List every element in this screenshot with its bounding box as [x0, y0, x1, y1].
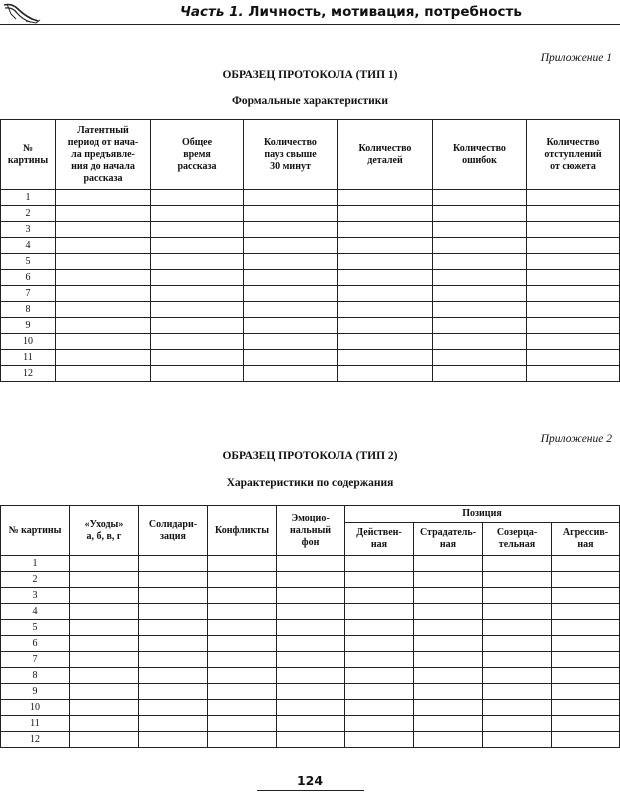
table-row	[1, 604, 620, 620]
empty-cell	[277, 732, 345, 748]
empty-cell	[244, 254, 338, 270]
col-passive: Страдатель- ная	[414, 523, 483, 556]
empty-cell	[433, 318, 527, 334]
table-row	[1, 318, 620, 334]
empty-cell	[151, 254, 244, 270]
empty-cell	[208, 556, 277, 572]
col-errors: Количество ошибок	[433, 120, 527, 190]
empty-cell	[338, 238, 433, 254]
empty-cell	[139, 556, 208, 572]
col-solidarization: Солидари- зация	[139, 506, 208, 556]
empty-cell	[338, 302, 433, 318]
empty-cell	[345, 700, 414, 716]
table-row	[1, 732, 620, 748]
appendix-2-label: Приложение 2	[540, 433, 612, 445]
row-number: 12	[1, 366, 56, 382]
protocol-1-subtitle: Формальные характеристики	[231, 95, 389, 107]
empty-cell	[70, 668, 139, 684]
table-row	[1, 572, 620, 588]
empty-cell	[277, 668, 345, 684]
empty-cell	[345, 668, 414, 684]
col-picture-number: № картины	[1, 120, 56, 190]
empty-cell	[345, 652, 414, 668]
empty-cell	[414, 604, 483, 620]
empty-cell	[483, 668, 552, 684]
table-row	[1, 366, 620, 382]
table-row	[1, 334, 620, 350]
row-number: 1	[1, 190, 56, 206]
empty-cell	[151, 350, 244, 366]
empty-cell	[483, 652, 552, 668]
table-row	[1, 238, 620, 254]
empty-cell	[338, 334, 433, 350]
table-row	[1, 652, 620, 668]
empty-cell	[414, 588, 483, 604]
empty-cell	[244, 318, 338, 334]
empty-cell	[277, 620, 345, 636]
empty-cell	[139, 588, 208, 604]
empty-cell	[433, 238, 527, 254]
empty-cell	[345, 556, 414, 572]
col-details: Количество деталей	[338, 120, 433, 190]
table-row	[1, 588, 620, 604]
row-number: 5	[1, 620, 70, 636]
empty-cell	[414, 636, 483, 652]
row-number: 11	[1, 716, 70, 732]
protocol-2-title: ОБРАЗЕЦ ПРОТОКОЛА (ТИП 2)	[222, 450, 398, 462]
chapter-title	[180, 4, 600, 20]
row-number: 10	[1, 700, 70, 716]
empty-cell	[527, 334, 620, 350]
empty-cell	[139, 716, 208, 732]
empty-cell	[433, 270, 527, 286]
empty-cell	[277, 556, 345, 572]
empty-cell	[552, 668, 620, 684]
empty-cell	[483, 684, 552, 700]
row-number: 3	[1, 222, 56, 238]
empty-cell	[414, 732, 483, 748]
table-row	[1, 700, 620, 716]
empty-cell	[552, 652, 620, 668]
empty-cell	[56, 222, 151, 238]
empty-cell	[277, 636, 345, 652]
empty-cell	[244, 238, 338, 254]
empty-cell	[483, 636, 552, 652]
empty-cell	[139, 572, 208, 588]
table-row	[1, 556, 620, 572]
empty-cell	[277, 652, 345, 668]
empty-cell	[414, 716, 483, 732]
empty-cell	[208, 620, 277, 636]
empty-cell	[244, 366, 338, 382]
table-row	[1, 206, 620, 222]
col-pauses: Количество пауз свыше 30 минут	[244, 120, 338, 190]
empty-cell	[414, 700, 483, 716]
table-row	[1, 190, 620, 206]
empty-cell	[139, 684, 208, 700]
empty-cell	[414, 652, 483, 668]
empty-cell	[244, 302, 338, 318]
table-row	[1, 636, 620, 652]
col-contemplative: Созерца- тельная	[483, 523, 552, 556]
empty-cell	[433, 302, 527, 318]
empty-cell	[56, 334, 151, 350]
chapter-name: Личность, мотивация, потребность	[243, 4, 522, 20]
appendix-1-label: Приложение 1	[540, 52, 612, 64]
col-latent-period: Латентный период от нача- ла предъявле- ния до начала рассказа	[56, 120, 151, 190]
empty-cell	[151, 366, 244, 382]
col-group-position: Позиция	[345, 506, 620, 523]
empty-cell	[56, 254, 151, 270]
empty-cell	[139, 604, 208, 620]
table-row	[1, 620, 620, 636]
row-number: 2	[1, 572, 70, 588]
empty-cell	[70, 684, 139, 700]
table-row	[1, 302, 620, 318]
empty-cell	[338, 270, 433, 286]
empty-cell	[433, 286, 527, 302]
empty-cell	[244, 222, 338, 238]
empty-cell	[552, 588, 620, 604]
empty-cell	[139, 700, 208, 716]
empty-cell	[338, 366, 433, 382]
empty-cell	[277, 572, 345, 588]
empty-cell	[244, 270, 338, 286]
empty-cell	[527, 190, 620, 206]
empty-cell	[151, 302, 244, 318]
empty-cell	[345, 684, 414, 700]
empty-cell	[527, 286, 620, 302]
empty-cell	[552, 716, 620, 732]
table-row	[1, 716, 620, 732]
empty-cell	[414, 620, 483, 636]
col-conflicts: Конфликты	[208, 506, 277, 556]
row-number: 1	[1, 556, 70, 572]
empty-cell	[338, 254, 433, 270]
empty-cell	[414, 572, 483, 588]
empty-cell	[70, 652, 139, 668]
table-row	[1, 286, 620, 302]
table-row	[1, 668, 620, 684]
empty-cell	[433, 190, 527, 206]
empty-cell	[70, 604, 139, 620]
empty-cell	[151, 334, 244, 350]
empty-cell	[527, 302, 620, 318]
empty-cell	[414, 668, 483, 684]
empty-cell	[527, 222, 620, 238]
header-divider	[0, 24, 620, 25]
empty-cell	[151, 238, 244, 254]
row-number: 4	[1, 604, 70, 620]
table-row	[1, 350, 620, 366]
empty-cell	[139, 620, 208, 636]
row-number: 6	[1, 636, 70, 652]
empty-cell	[208, 684, 277, 700]
empty-cell	[345, 588, 414, 604]
empty-cell	[527, 270, 620, 286]
empty-cell	[244, 206, 338, 222]
empty-cell	[70, 636, 139, 652]
empty-cell	[338, 206, 433, 222]
empty-cell	[208, 716, 277, 732]
col-emotional-background: Эмоцио- нальный фон	[277, 506, 345, 556]
empty-cell	[483, 588, 552, 604]
empty-cell	[70, 572, 139, 588]
row-number: 9	[1, 684, 70, 700]
empty-cell	[151, 318, 244, 334]
empty-cell	[70, 620, 139, 636]
table-row	[1, 684, 620, 700]
empty-cell	[527, 254, 620, 270]
empty-cell	[527, 318, 620, 334]
empty-cell	[70, 732, 139, 748]
row-number: 8	[1, 668, 70, 684]
empty-cell	[244, 350, 338, 366]
empty-cell	[483, 716, 552, 732]
col-picture-number: № картины	[1, 506, 70, 556]
empty-cell	[345, 636, 414, 652]
empty-cell	[151, 206, 244, 222]
row-number: 11	[1, 350, 56, 366]
empty-cell	[552, 604, 620, 620]
empty-cell	[338, 222, 433, 238]
empty-cell	[414, 556, 483, 572]
empty-cell	[483, 604, 552, 620]
row-number: 8	[1, 302, 56, 318]
empty-cell	[552, 556, 620, 572]
empty-cell	[208, 636, 277, 652]
row-number: 6	[1, 270, 56, 286]
empty-cell	[70, 588, 139, 604]
empty-cell	[277, 716, 345, 732]
empty-cell	[345, 732, 414, 748]
row-number: 9	[1, 318, 56, 334]
empty-cell	[433, 350, 527, 366]
empty-cell	[345, 716, 414, 732]
empty-cell	[338, 190, 433, 206]
row-number: 3	[1, 588, 70, 604]
empty-cell	[151, 286, 244, 302]
protocol-2-table	[0, 505, 620, 748]
row-number: 7	[1, 652, 70, 668]
empty-cell	[139, 636, 208, 652]
empty-cell	[208, 700, 277, 716]
empty-cell	[56, 350, 151, 366]
empty-cell	[527, 350, 620, 366]
empty-cell	[552, 620, 620, 636]
empty-cell	[208, 652, 277, 668]
page-number: 124	[296, 773, 324, 788]
empty-cell	[56, 366, 151, 382]
col-total-time: Общее время рассказа	[151, 120, 244, 190]
empty-cell	[208, 732, 277, 748]
col-aggressive: Агрессив- ная	[552, 523, 620, 556]
empty-cell	[483, 732, 552, 748]
empty-cell	[244, 286, 338, 302]
empty-cell	[208, 604, 277, 620]
empty-cell	[56, 206, 151, 222]
row-number: 12	[1, 732, 70, 748]
empty-cell	[244, 334, 338, 350]
table-row	[1, 254, 620, 270]
empty-cell	[56, 302, 151, 318]
empty-cell	[483, 700, 552, 716]
empty-cell	[56, 318, 151, 334]
empty-cell	[552, 636, 620, 652]
empty-cell	[139, 732, 208, 748]
empty-cell	[345, 604, 414, 620]
footer-divider	[257, 790, 364, 791]
empty-cell	[345, 572, 414, 588]
empty-cell	[483, 556, 552, 572]
row-number: 5	[1, 254, 56, 270]
empty-cell	[151, 270, 244, 286]
empty-cell	[277, 588, 345, 604]
empty-cell	[338, 350, 433, 366]
empty-cell	[208, 588, 277, 604]
empty-cell	[277, 700, 345, 716]
chapter-number: Часть 1.	[180, 4, 244, 20]
empty-cell	[151, 190, 244, 206]
table-row	[1, 222, 620, 238]
table-row	[1, 270, 620, 286]
col-withdrawals: «Уходы» а, б, в, г	[70, 506, 139, 556]
empty-cell	[277, 604, 345, 620]
empty-cell	[70, 700, 139, 716]
row-number: 10	[1, 334, 56, 350]
empty-cell	[552, 684, 620, 700]
book-logo-icon	[2, 1, 42, 25]
col-digressions: Количество отступлений от сюжета	[527, 120, 620, 190]
empty-cell	[433, 254, 527, 270]
empty-cell	[483, 572, 552, 588]
empty-cell	[244, 190, 338, 206]
empty-cell	[139, 668, 208, 684]
empty-cell	[552, 700, 620, 716]
empty-cell	[527, 238, 620, 254]
row-number: 7	[1, 286, 56, 302]
protocol-1-title: ОБРАЗЕЦ ПРОТОКОЛА (ТИП 1)	[222, 69, 398, 81]
protocol-1-table	[0, 119, 620, 382]
empty-cell	[56, 270, 151, 286]
row-number: 2	[1, 206, 56, 222]
empty-cell	[433, 334, 527, 350]
empty-cell	[139, 652, 208, 668]
empty-cell	[70, 716, 139, 732]
empty-cell	[433, 366, 527, 382]
empty-cell	[208, 668, 277, 684]
empty-cell	[56, 238, 151, 254]
empty-cell	[552, 572, 620, 588]
col-active: Действен- ная	[345, 523, 414, 556]
protocol-2-subtitle: Характеристики по содержания	[226, 477, 394, 489]
empty-cell	[338, 286, 433, 302]
empty-cell	[56, 190, 151, 206]
empty-cell	[208, 572, 277, 588]
empty-cell	[433, 206, 527, 222]
empty-cell	[70, 556, 139, 572]
empty-cell	[527, 206, 620, 222]
empty-cell	[433, 222, 527, 238]
empty-cell	[345, 620, 414, 636]
empty-cell	[56, 286, 151, 302]
empty-cell	[527, 366, 620, 382]
row-number: 4	[1, 238, 56, 254]
empty-cell	[151, 222, 244, 238]
empty-cell	[552, 732, 620, 748]
empty-cell	[277, 684, 345, 700]
empty-cell	[338, 318, 433, 334]
empty-cell	[414, 684, 483, 700]
empty-cell	[483, 620, 552, 636]
page-header	[0, 0, 620, 26]
